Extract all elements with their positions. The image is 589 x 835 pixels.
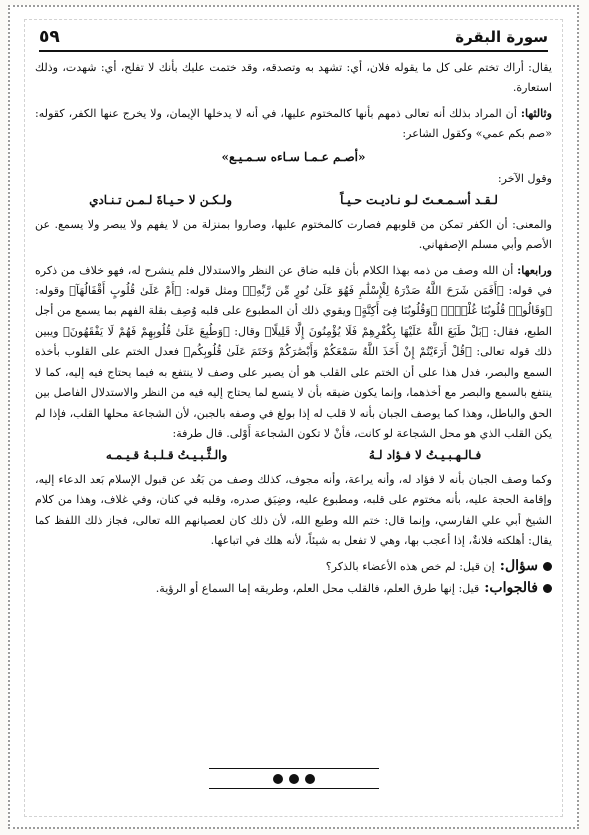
paragraph-label: ورابعها:: [517, 263, 552, 277]
section-separator: [25, 768, 562, 796]
answer-label: فالجواب:: [484, 579, 538, 596]
paragraph: [35, 104, 552, 145]
paragraph-label: وثالثها:: [520, 106, 552, 120]
dot-icon: [289, 774, 299, 784]
answer-line: [35, 578, 552, 599]
page-body: [35, 58, 552, 762]
bullet-icon: [543, 562, 552, 571]
answer-text: قيل: إنها طرق العلم، فالقلب محل العلم، وطريقه إما السماع أو الرؤية.: [155, 581, 480, 595]
separator-line: [209, 768, 379, 769]
verse-first-half: فـالـهـبـيـتُ لا فـؤاد لـهُ: [368, 448, 482, 463]
page-number: ٥٩: [39, 26, 60, 47]
page-frame: [8, 5, 579, 829]
page-content-box: [24, 19, 563, 817]
poetry-couplet: [35, 445, 552, 465]
bullet-icon: [543, 584, 552, 593]
surah-title: سورة البقرة: [455, 27, 548, 46]
paragraph-text: أن الله وصف من ذمه بهذا الكلام بأن قلبه ضاق عن النظر والاستدلال فلم ينشرح له، فهو خلاف من ذكره في قوله: ﴿أَفَمَن شَرَحَ اللَّهُ صَدْرَهُ لِلْإِسْلَٰمِ فَهُوَ عَلَىٰ نُورٍ مِّن رَّبِّهِۦ﴾ ومثل قوله: ﴿أَمْ عَلَىٰ قُلُوبٍ أَقْفَالُهَآ﴾ وقوله: ﴿وَقَالُوا۟ قُلُوبُنَا غُلْفٌۢ﴾ ﴿وَقُلُوبُنَا فِىٓ أَكِنَّةٍ﴾ ويقوي ذلك أن المطبوع على قلبه وُصِف بقلة الفهم بما يسمع من أجل الطبع، فقال: ﴿بَلْ طَبَعَ اللَّهُ عَلَيْهَا بِكُفْرِهِمْ فَلَا يُؤْمِنُونَ إِلَّا قَلِيلًا﴾ وقال: ﴿وَطُبِعَ عَلَىٰ قُلُوبِهِمْ فَهُمْ لَا يَفْقَهُونَ﴾ ويبين ذلك قوله تعالى: ﴿قُلْ أَرَءَيْتُمْ إِنْ أَخَذَ اللَّهُ سَمْعَكُمْ وَأَبْصَٰرَكُمْ وَخَتَمَ عَلَىٰ قُلُوبِكُم﴾ فعدل الختم على القلوب بأخذه السمع والبصر، فدل هذا على أن الختم على القلب هو أن يصير على وصف لا ينتفع به فيما يحتاج فيه إليه، كما لا ينتفع بالسمع والبصر مع أخذهما، وإنما يكون ضيقه بأن لا يتسع لما يحتاج إليه فيه من النظر والاستدلال الفاصل بين الحق والباطل، وهذا كما يوصف الجبان بأنه لا قلب له إذا بولغ في وصفه بالجبن، لأن الشجاعة محلها القلب، فإذا لم يكن القلب الذي هو محل الشجاعة لو كانت، فأنْ لا تكون الشجاعة أَوْلى. قال طرفة:: [35, 263, 552, 440]
question-text: إن قيل: لم خص هذه الأعضاء بالذكر؟: [325, 560, 495, 574]
question-line: [35, 556, 552, 577]
paragraph: يقال: أراك تختم على كل ما يقوله فلان، أي: تشهد به وتصدقه، وقد ختمت عليك بأنك لا تفلح، أي: شهدت، وذلك استعارة.: [35, 61, 552, 95]
question-label: سؤال:: [499, 558, 538, 575]
paragraph: [35, 261, 552, 445]
paragraph-text: أن المراد بذلك أنه تعالى ذمهم بأنها كالمختوم عليها، في أنه لا يدخلها الإيمان، ولا يخرج عنها الكفر، كقوله: «صم بكم عمي» وكقول الشاعر:: [35, 106, 552, 141]
poetry-verse: «أصـم عـمـا سـاءه سـمـيـع»: [221, 149, 366, 164]
paragraph: وقول الآخر:: [497, 172, 552, 186]
verse-second-half: والـثَّـبـيـتُ قـلـبـهُ قـيـمـه: [105, 448, 228, 463]
dot-icon: [273, 774, 283, 784]
paragraph: والمعنى: أن الكفر تمكن من قلوبهم فصارت كالمختوم عليها، وصاروا بمنزلة من لا يفهم ولا يبصر ولا يسمع. عن الأصم وأبي مسلم الإصفهاني.: [35, 217, 552, 252]
poetry-couplet: [35, 190, 552, 210]
dot-icon: [305, 774, 315, 784]
verse-second-half: ولـكـن لا حـيـاةَ لـمـن تـنـادي: [89, 193, 233, 208]
separator-dots: [273, 774, 315, 784]
verse-first-half: لـقـد أسـمـعـتَ لـو نـاديـت حـيـاً: [340, 193, 498, 208]
paragraph: وكما وصف الجبان بأنه لا فؤاد له، وأنه يراعة، وأنه مجوف، كذلك وصف من بَعُد عن قبول الإسلام بَعد الدعاء إليه، وإقامة الحجة عليه، بأنه مختوم على قلبه، ومطبوع عليه، وضِيَق صدره، وقلبه في كنان، وفي غلاف، وهذا من كلام الشيخ أبي علي الفارسي، وإنما قال: ختم الله وطبع الله، لأن ذلك كان لعصيانهم الله تعالى، فجاز ذلك اللفظ كما يقال: أهلكته فلانةٌ، إذا أعجب بها، وهي لا تفعل به شيئاً، لأنه هلك في اتباعها.: [35, 472, 552, 547]
page-header: [39, 23, 548, 52]
separator-line: [209, 788, 379, 789]
